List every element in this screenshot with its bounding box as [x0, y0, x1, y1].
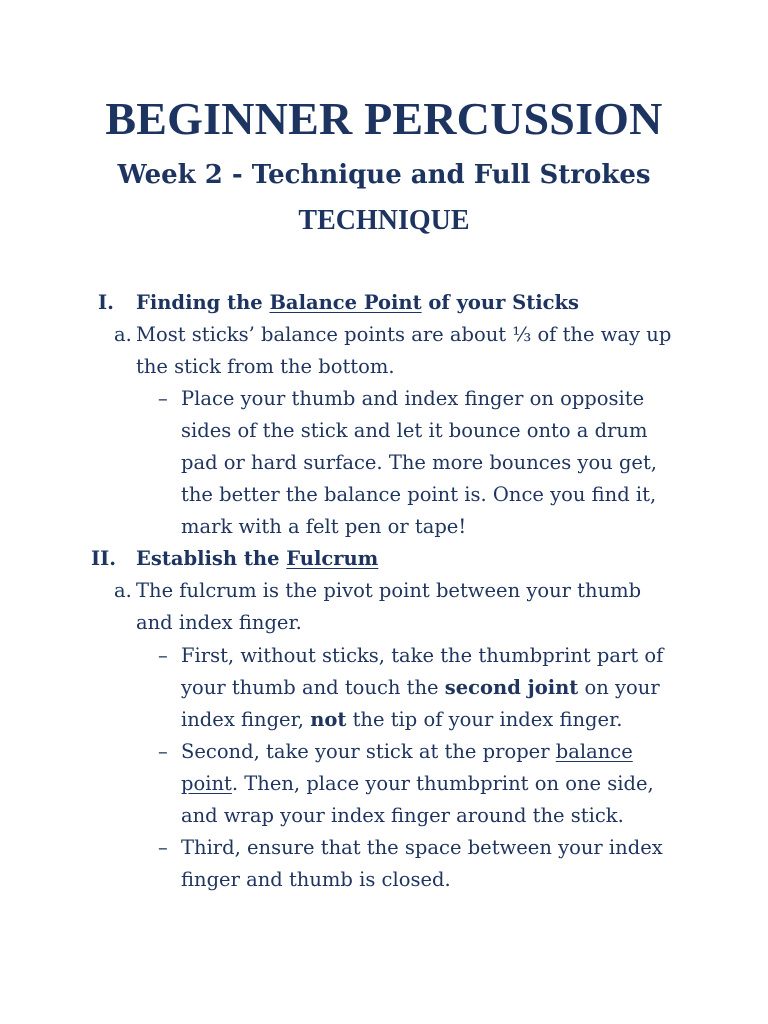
bullet-2-1-line-2-pre: your thumb and touch the	[181, 676, 445, 699]
bullet-marker-2-3: –	[158, 836, 168, 859]
bullet-2-1-line-1: First, without sticks, take the thumbprint part of	[181, 644, 664, 667]
outline-numeral-2: II.	[91, 547, 117, 570]
bullet-2-2-balance: balance	[555, 740, 633, 763]
bullet-1-1-line-4: the better the balance point is. Once you find it,	[181, 483, 657, 506]
bullet-marker-2-2: –	[158, 740, 168, 763]
bullet-1-1-line-2: sides of the stick and let it bounce onto a drum	[181, 419, 648, 442]
sub-marker-2a: a.	[114, 579, 132, 602]
heading-1-text-post: of your Sticks	[421, 291, 580, 314]
bullet-2-1-line-2	[181, 672, 660, 704]
bullet-2-2-line-2	[181, 768, 654, 800]
bullet-2-2-line-1	[181, 736, 633, 768]
bullet-marker-2-1: –	[158, 644, 168, 667]
bullet-2-3-line-2: finger and thumb is closed.	[181, 868, 451, 891]
sub-2a-line-1: The fulcrum is the pivot point between your thumb	[136, 579, 642, 602]
heading-2-fulcrum: Fulcrum	[286, 547, 379, 570]
sub-marker-1a: a.	[114, 323, 132, 346]
heading-1-text-pre: Finding the	[136, 291, 270, 314]
sub-2a-line-2: and index finger.	[136, 611, 302, 634]
outline-numeral-1: I.	[98, 291, 114, 314]
sub-1a-line-2: the stick from the bottom.	[136, 355, 395, 378]
outline-heading-2	[136, 543, 378, 575]
section-heading: TECHNIQUE	[298, 205, 470, 236]
bullet-2-1-line-3-pre: index finger,	[181, 708, 311, 731]
heading-2-text-pre: Establish the	[136, 547, 287, 570]
outline-heading-1	[136, 287, 579, 319]
bullet-2-1-not: not	[310, 708, 347, 731]
bullet-2-1-second-joint: second joint	[444, 676, 579, 699]
heading-1-balance-point: Balance Point	[269, 291, 422, 314]
bullet-2-2-line-3: and wrap your index finger around the stick.	[181, 804, 624, 827]
bullet-1-1-line-1: Place your thumb and index finger on opposite	[181, 387, 645, 410]
sub-1a-line-1: Most sticks’ balance points are about ⅓ of the way up	[136, 323, 672, 346]
bullet-2-2-point: point	[181, 772, 232, 795]
bullet-2-2-line-1-pre: Second, take your stick at the proper	[181, 740, 556, 763]
bullet-2-1-line-3	[181, 704, 622, 736]
bullet-2-3-line-1: Third, ensure that the space between your index	[181, 836, 663, 859]
page-title: BEGINNER PERCUSSION	[105, 93, 663, 144]
bullet-1-1-line-5: mark with a felt pen or tape!	[181, 515, 467, 538]
bullet-2-1-line-3-post: the tip of your index finger.	[346, 708, 623, 731]
bullet-2-2-line-2-post: . Then, place your thumbprint on one side,	[231, 772, 654, 795]
bullet-marker-1-1: –	[158, 387, 168, 410]
bullet-1-1-line-3: pad or hard surface. The more bounces you get,	[181, 451, 657, 474]
page-subtitle: Week 2 - Technique and Full Strokes	[117, 160, 651, 190]
bullet-2-1-line-2-post: on your	[578, 676, 660, 699]
